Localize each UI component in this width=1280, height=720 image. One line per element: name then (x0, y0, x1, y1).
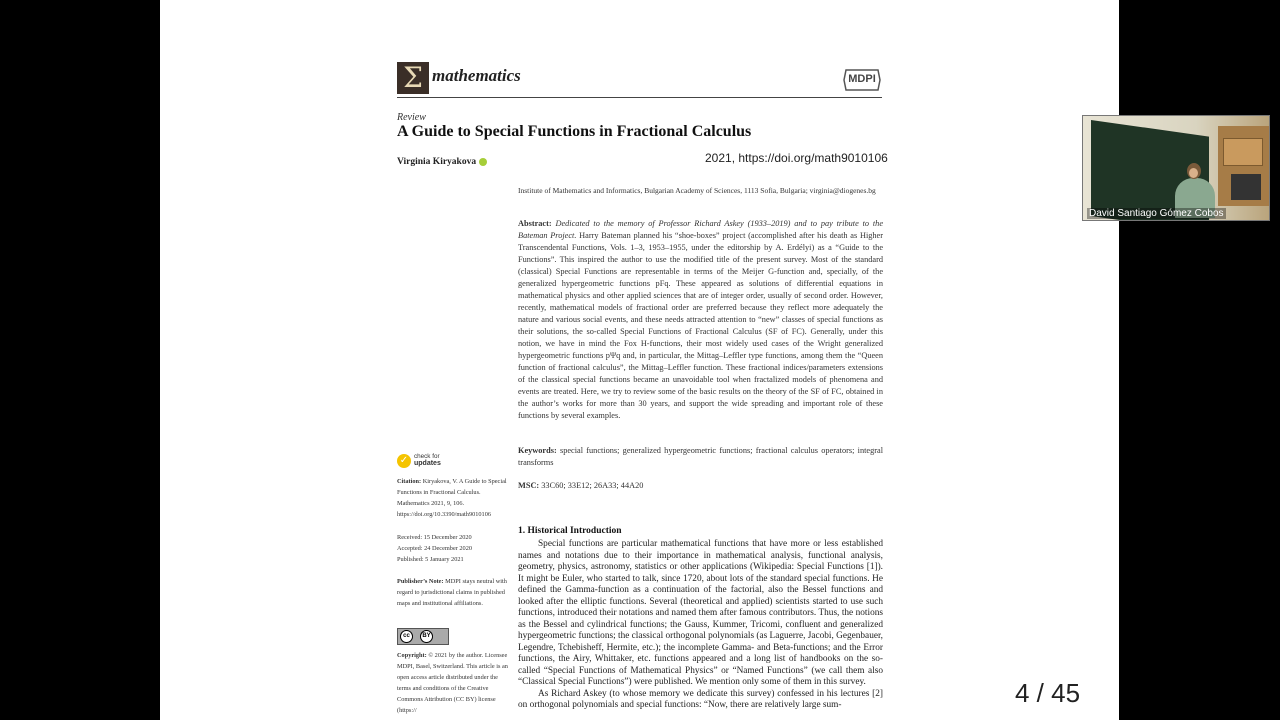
publisher-note-label: Publisher’s Note: (397, 578, 444, 585)
msc-label: MSC: (518, 481, 540, 490)
intro-body (518, 539, 883, 712)
cabinet-door (1223, 138, 1263, 166)
shelf (1231, 174, 1261, 200)
intro-paragraph-2: As Richard Askey (to whose memory we dedicate this survey) confessed in his lectures [2] on orthogonal polynomials and special functions: “Now, there are relatively large sum- (518, 688, 883, 710)
header-divider (397, 97, 882, 98)
publisher-name: MDPI (848, 73, 876, 85)
by-text: BY (420, 630, 433, 643)
author-name: Virginia Kiryakova (397, 157, 477, 167)
abstract-dedication: Dedicated to the memory of Professor Richard Askey (1933–2019) and to pay tribute to the Bateman Project. (518, 219, 884, 240)
published-date: Published: 5 January 2021 (397, 556, 464, 563)
article-type: Review (397, 112, 426, 123)
citation-block (397, 476, 509, 520)
check-updates-label: check for updates (414, 453, 441, 467)
abstract-text: Harry Bateman planned his “shoe-boxes” project (accomplished after his death as Higher Transcendental Functions, Vols. 1–3, 1953–1955, under the editorship by A. Erdélyi) as a “Guide to the Functions”. This inspired the author to use the modified title of the present survey. Most of the standard (classical) Special Functions are representable in terms of the Meijer G-function and, specially, of the generalized hypergeometric functions pFq. These appeared as solutions of differential equations in mathematical physics and other applied sciences that are of integer order, usually of second order. However, recently, mathematical models of fractional order are preferred because they reflect more adequately the nature and various social events, and these needs attracted attention to “new” classes of special functions as their solutions, the so-called Special Functions of Fractional Calculus (SF of FC). Generally, under this notion, we have in mind the Fox H-functions, their most widely used cases of the Wright generalized hypergeometric functions pΨq and, in particular, the Mittag–Leffler type functions, among them the “Queen function of fractional calculus”, the Mittag–Leffler function. These fractional indices/parameters extensions of the classical special functions became an unavoidable tool when fractalized models of phenomena and events are treated. Here, we try to review some of the basic results on the theory of the SF of FC, obtained in the author’s works for more than 30 years, and support the wide spreading and important role of these functions by several examples. (518, 231, 883, 420)
affiliation: Institute of Mathematics and Informatics, Bulgarian Academy of Sciences, 1113 Sofia, Bulgaria; virginia@diogenes.bg (518, 186, 876, 195)
abstract-label: Abstract: (518, 219, 552, 228)
keywords-label: Keywords: (518, 446, 557, 455)
copyright-block (397, 650, 509, 716)
keywords (518, 445, 883, 469)
paper-title: A Guide to Special Functions in Fractional Calculus (397, 123, 752, 140)
journal-name: mathematics (432, 66, 521, 85)
mdpi-logo-icon (842, 68, 882, 92)
section-heading: 1. Historical Introduction (518, 526, 622, 536)
received-date: Received: 15 December 2020 (397, 534, 472, 541)
check-updates-icon: ✓ (397, 454, 411, 468)
publisher-note (397, 576, 509, 609)
page-indicator: 4 / 45 (1015, 678, 1081, 708)
publisher-note-text: MDPI stays neutral with regard to jurisdictional claims in published maps and institutional affiliations. (397, 578, 507, 607)
shared-slide (160, 0, 1119, 720)
participant-name: David Santiago Gómez Cobos (1089, 208, 1224, 219)
person-face (1189, 168, 1198, 178)
accepted-date: Accepted: 24 December 2020 (397, 545, 473, 552)
citation-label: Citation: (397, 478, 422, 485)
orcid-icon (479, 158, 487, 166)
intro-paragraph-1: Special functions are particular mathematical functions that have more or less established names and notations due to their importance in mathematical analysis, functional analysis, geometry, physics, astronomy, statistics or other applications (Wikipedia: Special Functions [1]). It might be Euler, who started to talk, since 1720, about lots of the standard special functions. He defined the Gamma-function as a continuation of the factorial, also the Bessel functions and looked after the elliptic functions. Several (theoretical and applied) scientists started to use such functions, introduced their notations and named them after famous contributors. Thus, the notions as the Bessel and cylindrical functions; the Gauss, Kummer, Tricomi, confluent and generalized hypergeometric functions; the classical orthogonal polynomials (as Laguerre, Jacobi, Gegenbauer, Legendre, Tchebisheff, Hermite, etc.); the incomplete Gamma- and Beta-functions; and the Error functions, the Airy, Whittaker, etc. functions appeared and a long list of handbooks on the so-called “Special Functions of Mathematical Physics” or “Named Functions” (we call them also “Classical Special Functions”) were published. We mention only some of them in this survey. (518, 539, 884, 687)
msc-codes (518, 480, 883, 492)
copyright-label: Copyright: (397, 652, 427, 659)
copyright-text: © 2021 by the author. Licensee MDPI, Basel, Switzerland. This article is an open access article distributed under the terms and conditions of the Creative Commons Attribution (CC BY) license (https:// (397, 652, 508, 714)
msc-text: 33C60; 33E12; 26A33; 44A20 (541, 481, 644, 490)
cc-text: cc (400, 630, 413, 643)
journal-logo-icon: Σ (397, 62, 429, 94)
author-line (397, 157, 487, 167)
check-for-updates (397, 453, 457, 469)
doi-annotation: 2021, https://doi.org/math9010106 (705, 151, 888, 165)
keywords-text: special functions; generalized hypergeometric functions; fractional calculus operators; integral transforms (518, 446, 883, 467)
cc-by-badge-icon (397, 628, 449, 645)
participant-video-tile[interactable] (1082, 115, 1270, 221)
abstract (518, 218, 883, 422)
dates-block (397, 532, 509, 565)
citation-text: Kiryakova, V. A Guide to Special Functions in Fractional Calculus. Mathematics 2021, 9, 106. https://doi.org/10.3390/math9010106 (397, 478, 507, 518)
